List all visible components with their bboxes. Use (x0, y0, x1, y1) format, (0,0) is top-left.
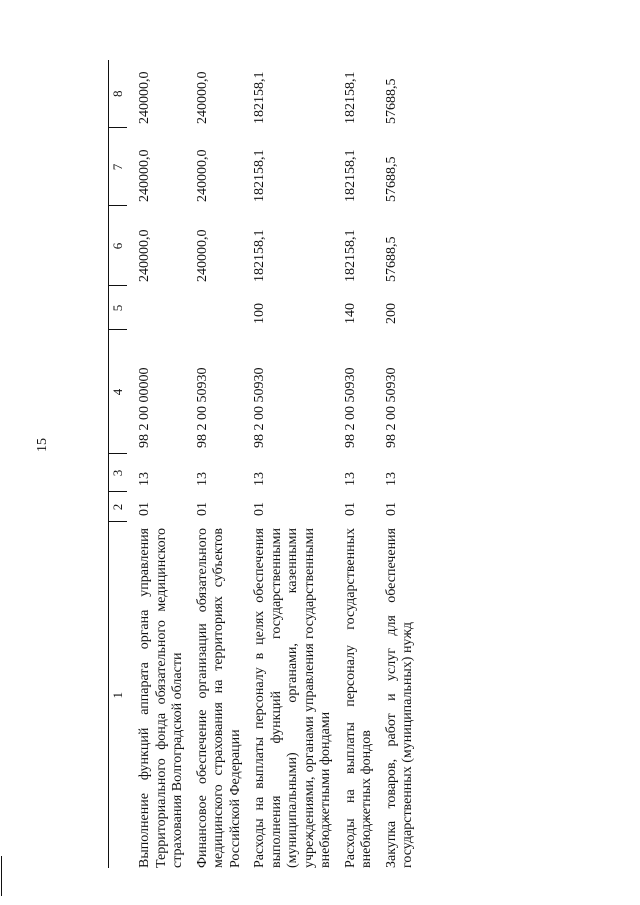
row-amount-8: 182158,1 (252, 71, 267, 124)
margin-rule (1, 856, 2, 896)
row-expense-type (127, 286, 187, 330)
row-expense-type: 200 (383, 303, 399, 324)
row-expense-type (187, 286, 245, 330)
row-amount-6: 240000,0 (194, 229, 210, 282)
row-target-article: 98 2 00 50930 (342, 367, 358, 448)
row-amount-6: 182158,1 (342, 229, 358, 282)
row-target-article: 98 2 00 50930 (252, 367, 267, 448)
row-target-article: 98 2 00 00000 (137, 367, 152, 448)
row-target-article: 98 2 00 50930 (383, 367, 399, 448)
row-subsection: 13 (252, 472, 267, 486)
row-amount-7: 182158,1 (252, 149, 267, 202)
rotated-table-container (108, 60, 568, 868)
row-amount-7: 182158,1 (342, 149, 358, 202)
row-subsection: 13 (383, 472, 399, 486)
row-subsection: 13 (342, 472, 358, 486)
column-header-1: 1 (109, 522, 128, 868)
row-expense-type: 100 (252, 303, 267, 324)
page-number: 15 (35, 438, 50, 452)
table-row (187, 60, 245, 868)
row-section: 01 (137, 502, 152, 516)
table-row (244, 60, 335, 868)
table-row (335, 60, 376, 868)
column-header-8: 8 (109, 60, 128, 128)
row-description: Расходы на выплаты персоналу в целях обеспечения выполнения функций государственными (муниципальными) органами, казенными учреждениями, органами управления государственными внебюджетными фондами (252, 528, 333, 868)
column-header-3: 3 (109, 454, 128, 492)
row-section: 01 (342, 502, 358, 516)
table-header-row (109, 60, 128, 868)
row-amount-7: 57688,5 (383, 156, 399, 202)
row-subsection: 13 (137, 472, 152, 486)
row-expense-type: 140 (342, 303, 358, 324)
row-description: Расходы на выплаты персоналу государственных внебюджетных фондов (342, 528, 374, 868)
row-amount-7: 240000,0 (137, 149, 152, 202)
table-row (376, 60, 417, 868)
row-amount-6: 240000,0 (137, 229, 152, 282)
row-amount-6: 182158,1 (252, 229, 267, 282)
column-header-7: 7 (109, 128, 128, 206)
table-row (127, 60, 187, 868)
row-amount-6: 57688,5 (383, 236, 399, 282)
row-amount-8: 240000,0 (137, 71, 152, 124)
column-header-5: 5 (109, 286, 128, 330)
row-amount-8: 182158,1 (342, 71, 358, 124)
row-amount-7: 240000,0 (194, 149, 210, 202)
row-target-article: 98 2 00 50930 (194, 367, 210, 448)
column-header-4: 4 (109, 330, 128, 454)
column-header-6: 6 (109, 206, 128, 286)
row-amount-8: 240000,0 (194, 71, 210, 124)
row-description: Выполнение функций аппарата органа управления Территориального фонда обязательного медицинского страхования Волгоградской области (137, 528, 185, 868)
column-header-2: 2 (109, 492, 128, 522)
row-amount-8: 57688,5 (383, 78, 399, 124)
row-description: Финансовое обеспечение организации обязательного медицинского страхования на территориях субъектов Российской Федерации (194, 528, 243, 868)
row-description: Закупка товаров, работ и услуг для обеспечения государственных (муниципальных) нужд (383, 528, 415, 868)
row-section: 01 (252, 502, 267, 516)
row-subsection: 13 (194, 472, 210, 486)
row-section: 01 (194, 502, 210, 516)
budget-table (108, 60, 417, 868)
row-section: 01 (383, 502, 399, 516)
